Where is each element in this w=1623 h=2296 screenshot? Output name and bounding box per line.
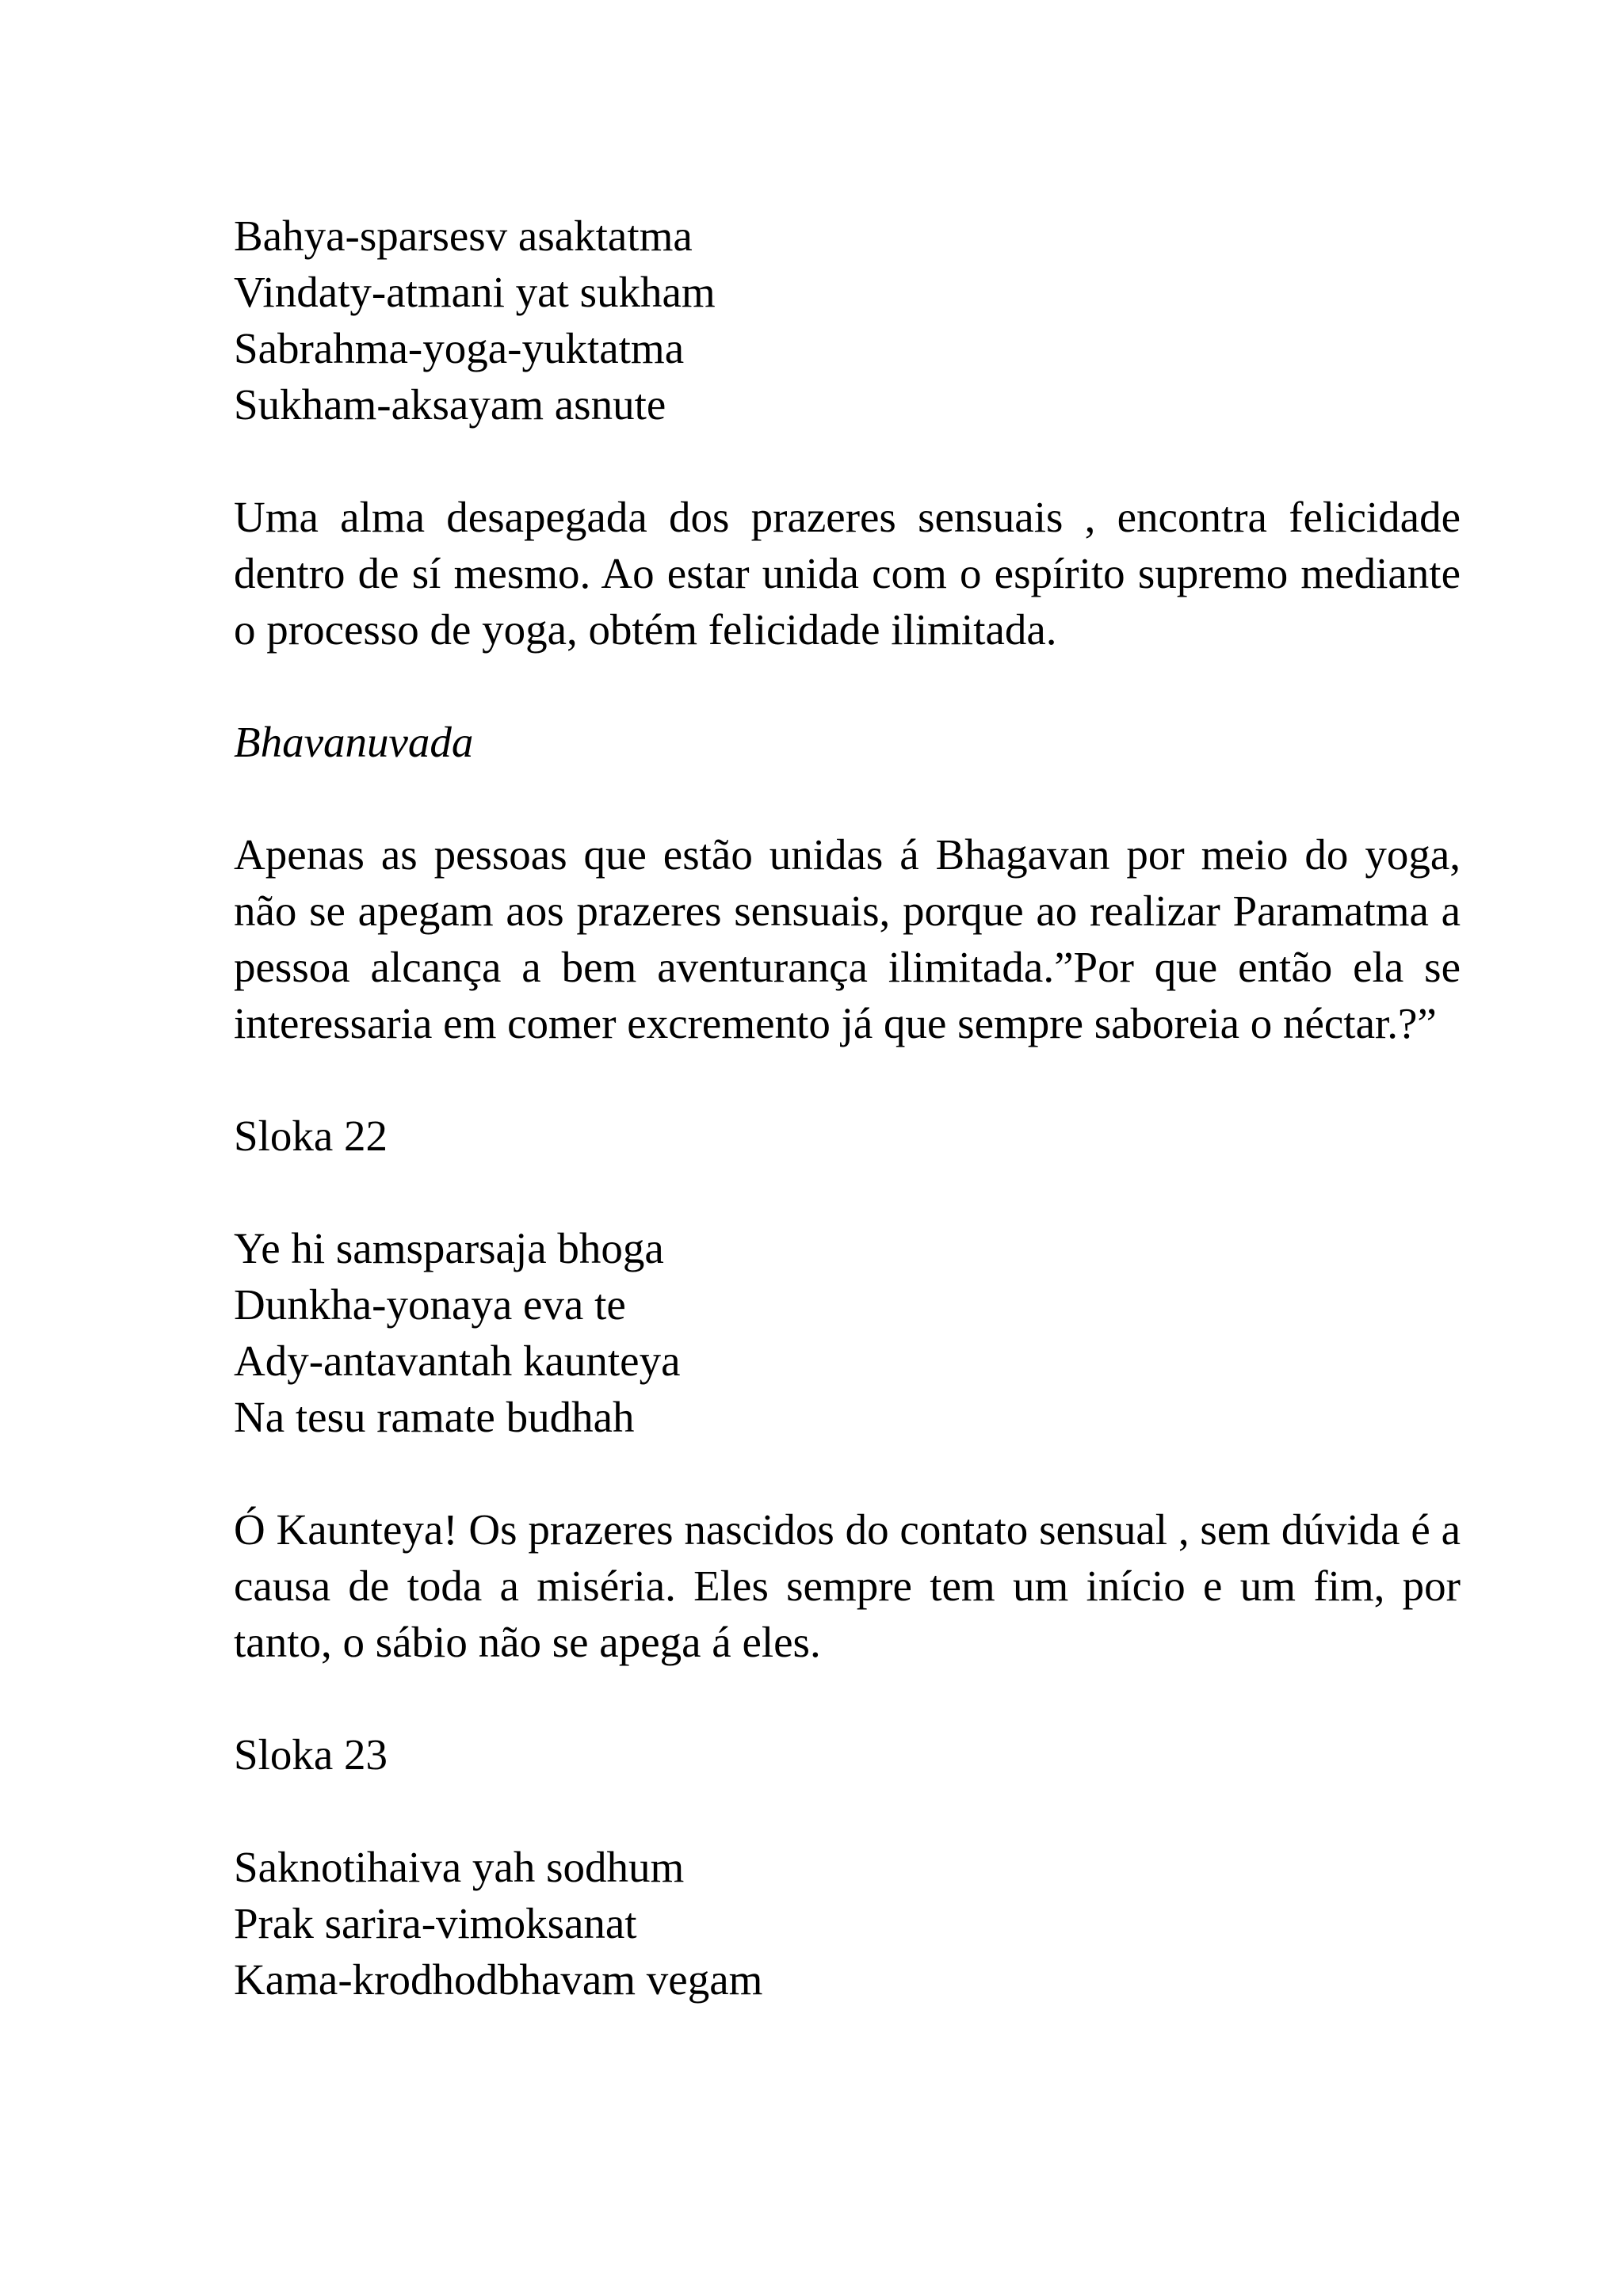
spacer xyxy=(234,1783,1461,1839)
sloka-heading: Sloka 23 xyxy=(234,1730,388,1779)
verse-line: Ye hi samsparsaja bhoga xyxy=(234,1224,664,1272)
verse-line: Prak sarira-vimoksanat xyxy=(234,1899,637,1947)
spacer xyxy=(234,1164,1461,1220)
sloka-heading: Sloka 22 xyxy=(234,1112,388,1160)
commentary-paragraph: Apenas as pessoas que estão unidas á Bhagavan por meio do yoga, não se apegam aos prazeres sensuais, porque ao realizar Paramatma a pessoa alcança a bem aventurança ilimitada.”Por que então ela se interessaria em comer excremento já que sempre saboreia o néctar.?” xyxy=(234,830,1461,1047)
spacer xyxy=(234,1670,1461,1726)
translation-paragraph: Ó Kaunteya! Os prazeres nascidos do contato sensual , sem dúvida é a causa de toda a miséria. Eles sempre tem um início e um fim, por tanto, o sábio não se apega á eles. xyxy=(234,1505,1461,1666)
verse-line: Dunkha-yonaya eva te xyxy=(234,1280,626,1329)
verse-block xyxy=(234,1220,1461,1445)
verse-line: Saknotihaiva yah sodhum xyxy=(234,1843,685,1891)
verse-line: Ady-antavantah kaunteya xyxy=(234,1337,681,1385)
verse-line: Kama-krodhodbhavam vegam xyxy=(234,1955,763,2004)
translation-paragraph: Uma alma desapegada dos prazeres sensuais , encontra felicidade dentro de sí mesmo. Ao estar unida com o espírito supremo mediante o processo de yoga, obtém felicidade ilimitada. xyxy=(234,493,1461,654)
document-page xyxy=(234,208,1461,2008)
verse-block xyxy=(234,1839,1461,2008)
verse-line: Sabrahma-yoga-yuktatma xyxy=(234,324,685,372)
verse-line: Na tesu ramate budhah xyxy=(234,1393,635,1441)
verse-block xyxy=(234,208,1461,433)
spacer xyxy=(234,1445,1461,1501)
spacer xyxy=(234,770,1461,826)
verse-line: Bahya-sparsesv asaktatma xyxy=(234,212,693,260)
spacer xyxy=(234,433,1461,489)
spacer xyxy=(234,658,1461,714)
spacer xyxy=(234,1051,1461,1108)
commentary-heading: Bhavanuvada xyxy=(234,718,474,766)
verse-line: Sukham-aksayam asnute xyxy=(234,380,666,429)
verse-line: Vindaty-atmani yat sukham xyxy=(234,268,716,316)
